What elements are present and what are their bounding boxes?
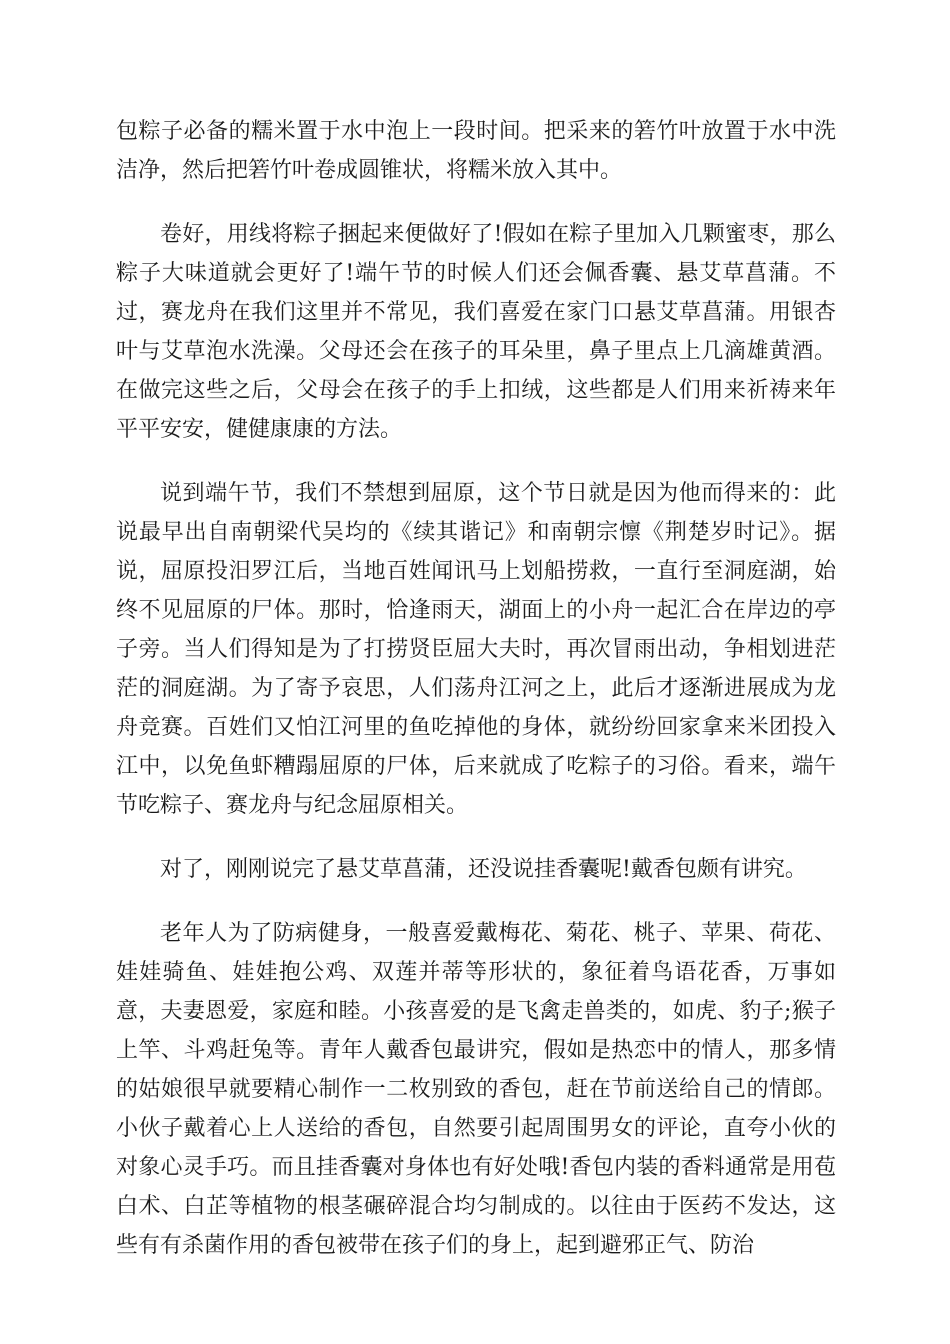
document-page [116, 112, 836, 1290]
paragraph-4: 对了，刚刚说完了悬艾草菖蒲，还没说挂香囊呢!戴香包颇有讲究。 [160, 857, 807, 882]
paragraph-3: 说到端午节，我们不禁想到屈原，这个节日就是因为他而得来的：此说最早出自南朝梁代吴均的《续其谐记》和南朝宗懔《荆楚岁时记》。据说，屈原投汨罗江后，当地百姓闻讯马上划船捞救，一直行至洞庭湖，始终不见屈原的尸体。那时，恰逢雨天，湖面上的小舟一起汇合在岸边的亭子旁。当人们得知是为了打捞贤臣屈大夫时，再次冒雨出动，争相划进茫茫的洞庭湖。为了寄予哀思，人们荡舟江河之上，此后才逐渐进展成为龙舟竞赛。百姓们又怕江河里的鱼吃掉他的身体，就纷纷回家拿来米团投入江中，以免鱼虾糟蹋屈原的尸体，后来就成了吃粽子的习俗。看来，端午节吃粽子、赛龙舟与纪念屈原相关。 [116, 481, 836, 818]
paragraph-1: 包粽子必备的糯米置于水中泡上一段时间。把采来的箬竹叶放置于水中洗洁净，然后把箬竹叶卷成圆锥状，将糯米放入其中。 [116, 119, 836, 183]
paragraph-5: 老年人为了防病健身，一般喜爱戴梅花、菊花、桃子、苹果、荷花、娃娃骑鱼、娃娃抱公鸡、双莲并蒂等形状的，象征着鸟语花香，万事如意，夫妻恩爱，家庭和睦。小孩喜爱的是飞禽走兽类的，如虎、豹子;猴子上竿、斗鸡赶兔等。青年人戴香包最讲究，假如是热恋中的情人，那多情的姑娘很早就要精心制作一二枚别致的香包，赶在节前送给自己的情郎。小伙子戴着心上人送给的香包，自然要引起周围男女的评论，直夸小伙的对象心灵手巧。而且挂香囊对身体也有好处哦!香包内装的香料通常是用苞白术、白芷等植物的根茎碾碎混合均匀制成的。以往由于医药不发达，这些有有杀菌作用的香包被带在孩子们的身上，起到避邪正气、防治 [116, 921, 836, 1258]
paragraph-2: 卷好，用线将粽子捆起来便做好了!假如在粽子里加入几颗蜜枣，那么粽子大味道就会更好了!端午节的时候人们还会佩香囊、悬艾草菖蒲。不过，赛龙舟在我们这里并不常见，我们喜爱在家门口悬艾草菖蒲。用银杏叶与艾草泡水洗澡。父母还会在孩子的耳朵里，鼻子里点上几滴雄黄酒。在做完这些之后，父母会在孩子的手上扣绒，这些都是人们用来祈祷来年平平安安，健健康康的方法。 [116, 222, 836, 442]
